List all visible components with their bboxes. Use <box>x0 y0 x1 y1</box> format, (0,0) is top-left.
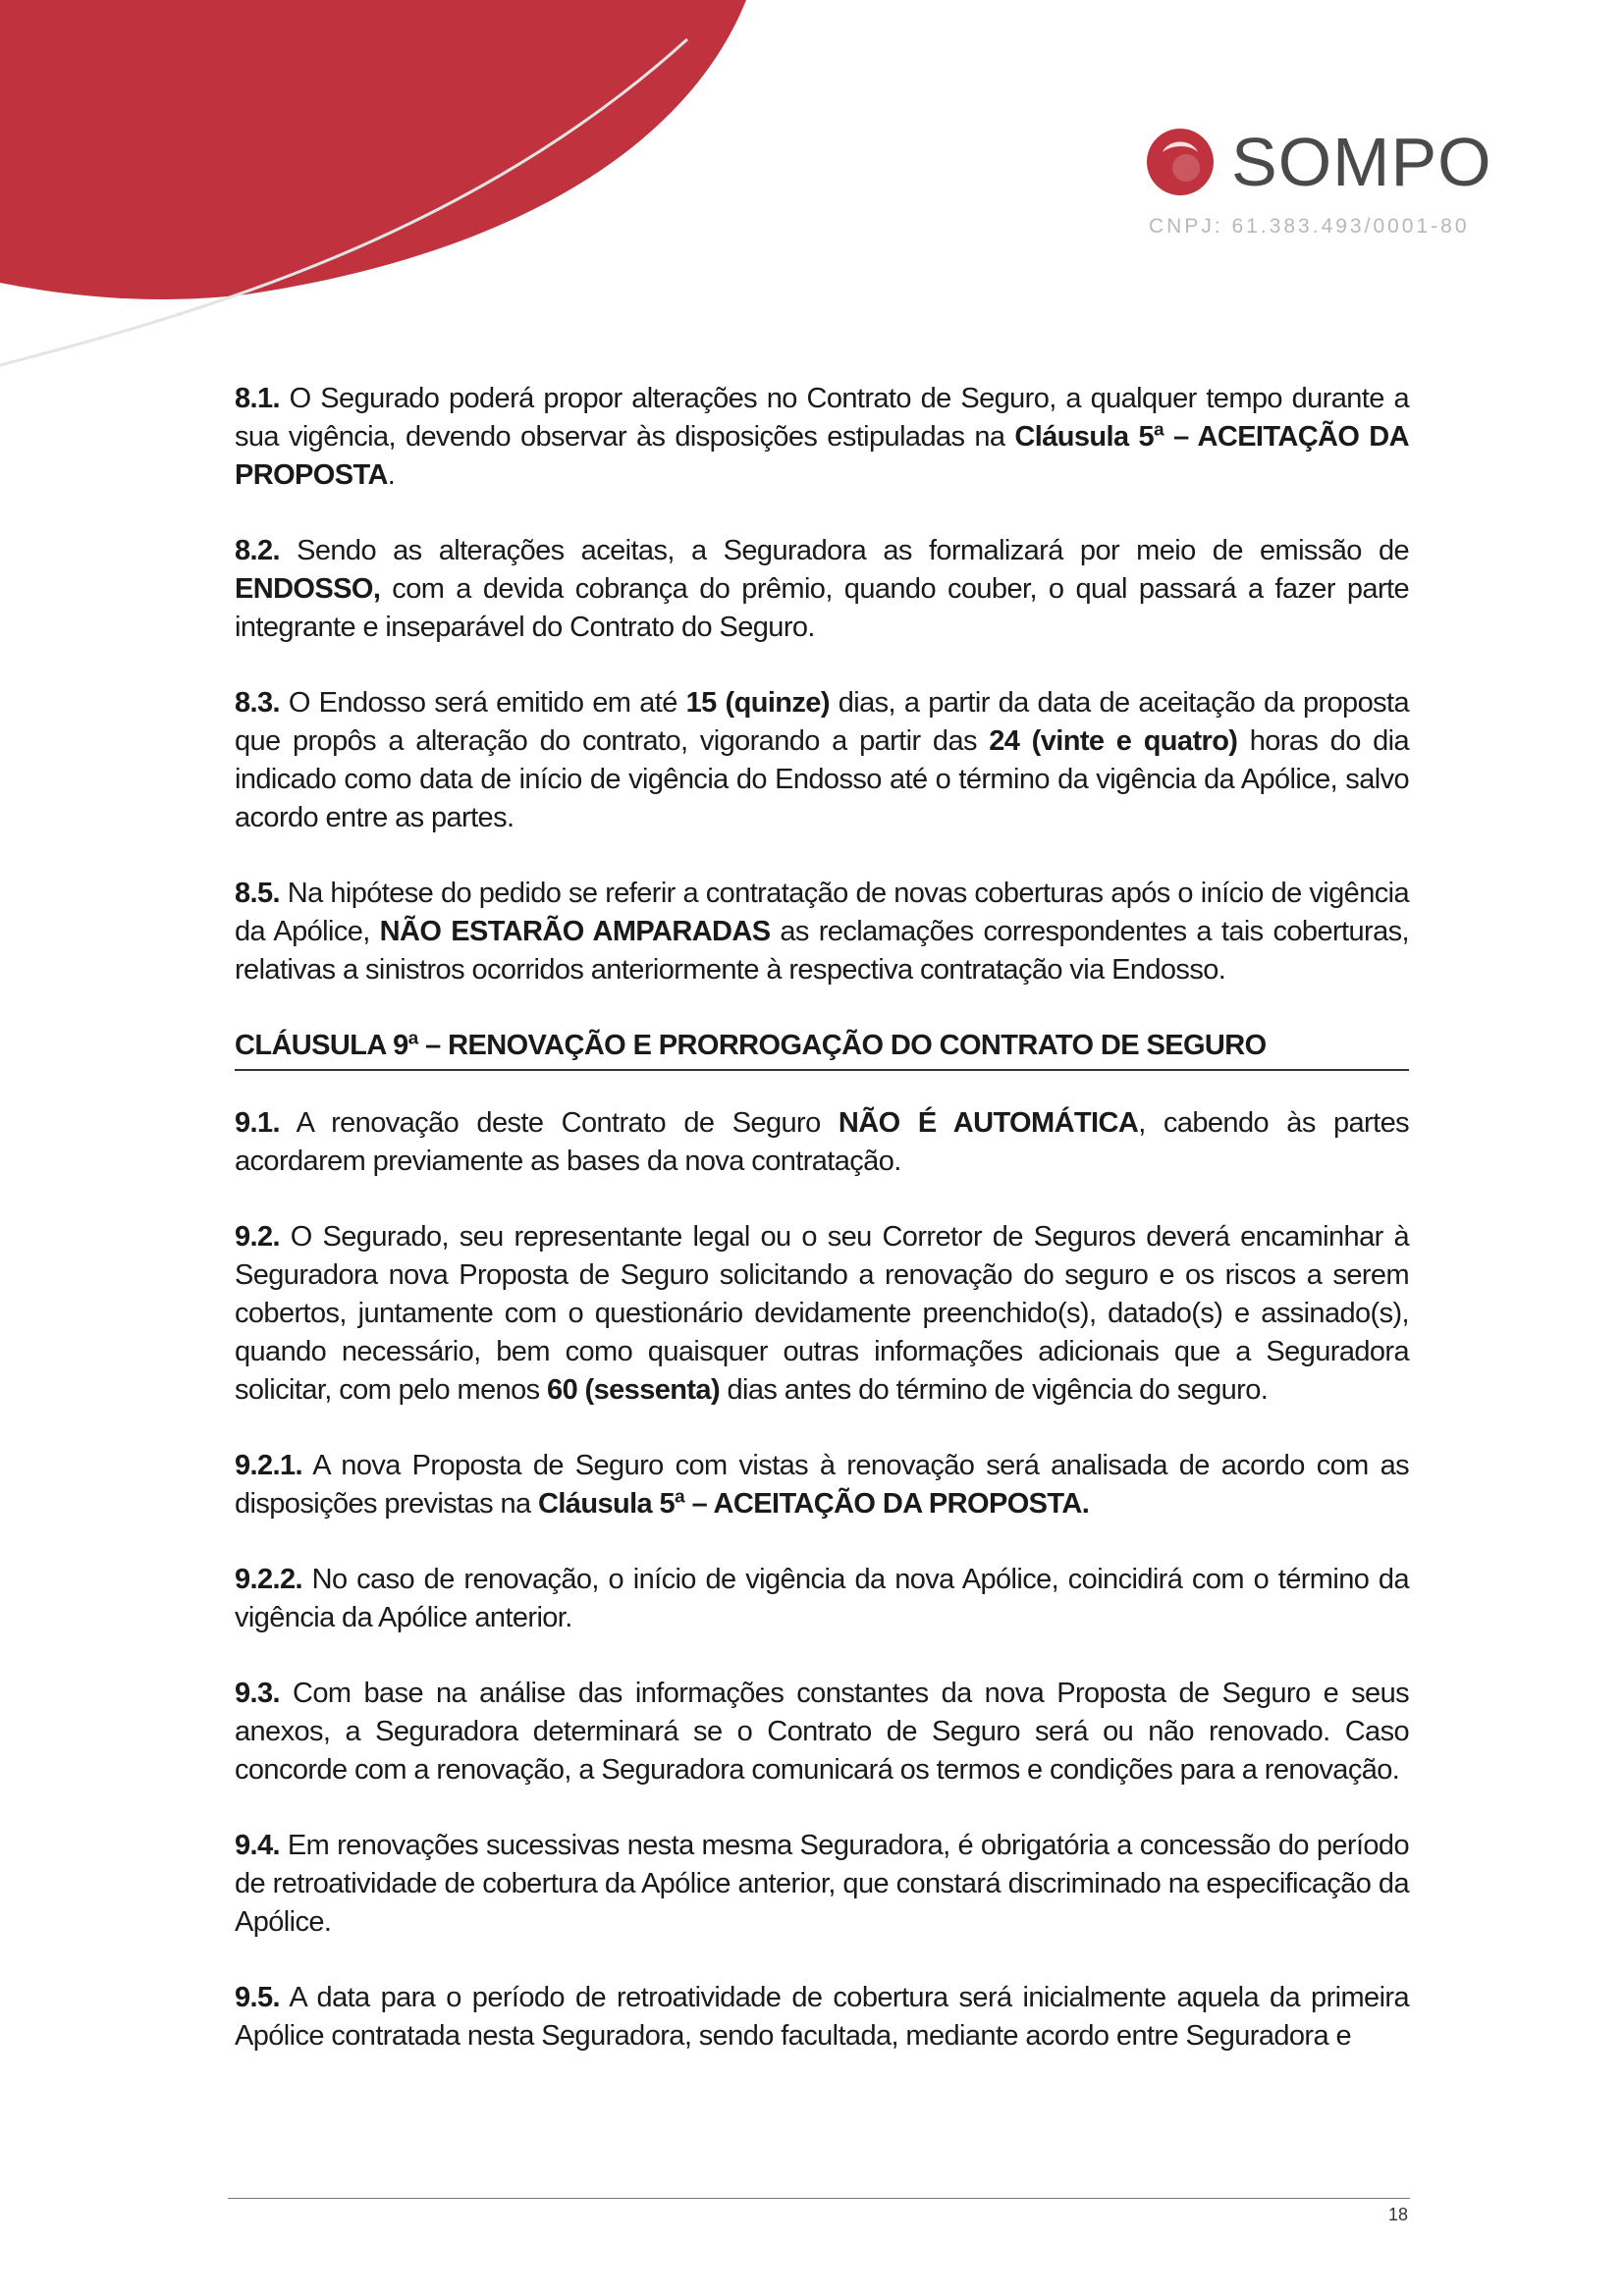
sompo-logo-icon <box>1141 123 1219 201</box>
document-body <box>235 380 1409 2093</box>
footer-divider <box>228 2198 1410 2199</box>
clause-8-2: 8.2. Sendo as alterações aceitas, a Seguradora as formalizará por meio de emissão de ENDOSSO, com a devida cobrança do prêmio, quando couber, o qual passará a fazer parte integrante e inseparável do Contrato do Seguro. <box>235 535 1409 643</box>
clause-8-3: 8.3. O Endosso será emitido em até 15 (quinze) dias, a partir da data de aceitação da proposta que propôs a alteração do contrato, vigorando a partir das 24 (vinte e quatro) horas do dia indicado como data de início de vigência do Endosso até o término da vigência da Apólice, salvo acordo entre as partes. <box>235 687 1410 833</box>
clause-9-4: 9.4. Em renovações sucessivas nesta mesma Seguradora, é obrigatória a concessão do período de retroatividade de cobertura da Apólice anterior, que constará discriminado na especificação da Apólice. <box>235 1830 1409 1938</box>
corner-decoration <box>0 0 746 373</box>
clause-9-2-1: 9.2.1. A nova Proposta de Seguro com vistas à renovação será analisada de acordo com as disposições previstas na Cláusula 5ª – ACEITAÇÃO DA PROPOSTA. <box>235 1450 1409 1520</box>
clause-9-2: 9.2. O Segurado, seu representante legal ou o seu Corretor de Seguros deverá encaminhar à Seguradora nova Proposta de Seguro solicitando a renovação do seguro e os riscos a serem cobertos, juntamente com o questionário devidamente preenchido(s), datado(s) e assinado(s), quando necessário, bem como quaisquer outras informações adicionais que a Seguradora solicitar, com pelo menos 60 (sessenta) dias antes do término de vigência do seguro. <box>235 1221 1409 1406</box>
clause-9-heading: CLÁUSULA 9ª – RENOVAÇÃO E PRORROGAÇÃO DO CONTRATO DE SEGURO <box>235 1027 1409 1071</box>
clause-8-1: 8.1. O Segurado poderá propor alterações no Contrato de Seguro, a qualquer tempo durante a sua vigência, devendo observar às disposições estipuladas na Cláusula 5ª – ACEITAÇÃO DA PROPOSTA. <box>235 383 1409 491</box>
sompo-logo <box>1141 123 1514 250</box>
clause-8-5: 8.5. Na hipótese do pedido se referir a contratação de novas coberturas após o início de vigência da Apólice, NÃO ESTARÃO AMPARADAS as reclamações correspondentes a tais coberturas, relativas a sinistros ocorridos anteriormente à respectiva contratação via Endosso. <box>235 878 1409 986</box>
clause-9-3: 9.3. Com base na análise das informações constantes da nova Proposta de Seguro e seus anexos, a Seguradora determinará se o Contrato de Seguro será ou não renovado. Caso concorde com a renovação, a Seguradora comunicará os termos e condições para a renovação. <box>235 1678 1409 1786</box>
logo-wordmark: SOMPO <box>1231 124 1492 200</box>
cnpj-text: CNPJ: 61.383.493/0001-80 <box>1149 215 1470 238</box>
page-number: 18 <box>1387 2205 1408 2224</box>
clause-9-1: 9.1. A renovação deste Contrato de Seguro NÃO É AUTOMÁTICA, cabendo às partes acordarem previamente as bases da nova contratação. <box>235 1107 1409 1177</box>
clause-9-2-2: 9.2.2. No caso de renovação, o início de vigência da nova Apólice, coincidirá com o término da vigência da Apólice anterior. <box>235 1564 1409 1633</box>
clause-9-5: 9.5. A data para o período de retroatividade de cobertura será inicialmente aquela da primeira Apólice contratada nesta Seguradora, sendo facultada, mediante acordo entre Seguradora e <box>235 1982 1409 2052</box>
